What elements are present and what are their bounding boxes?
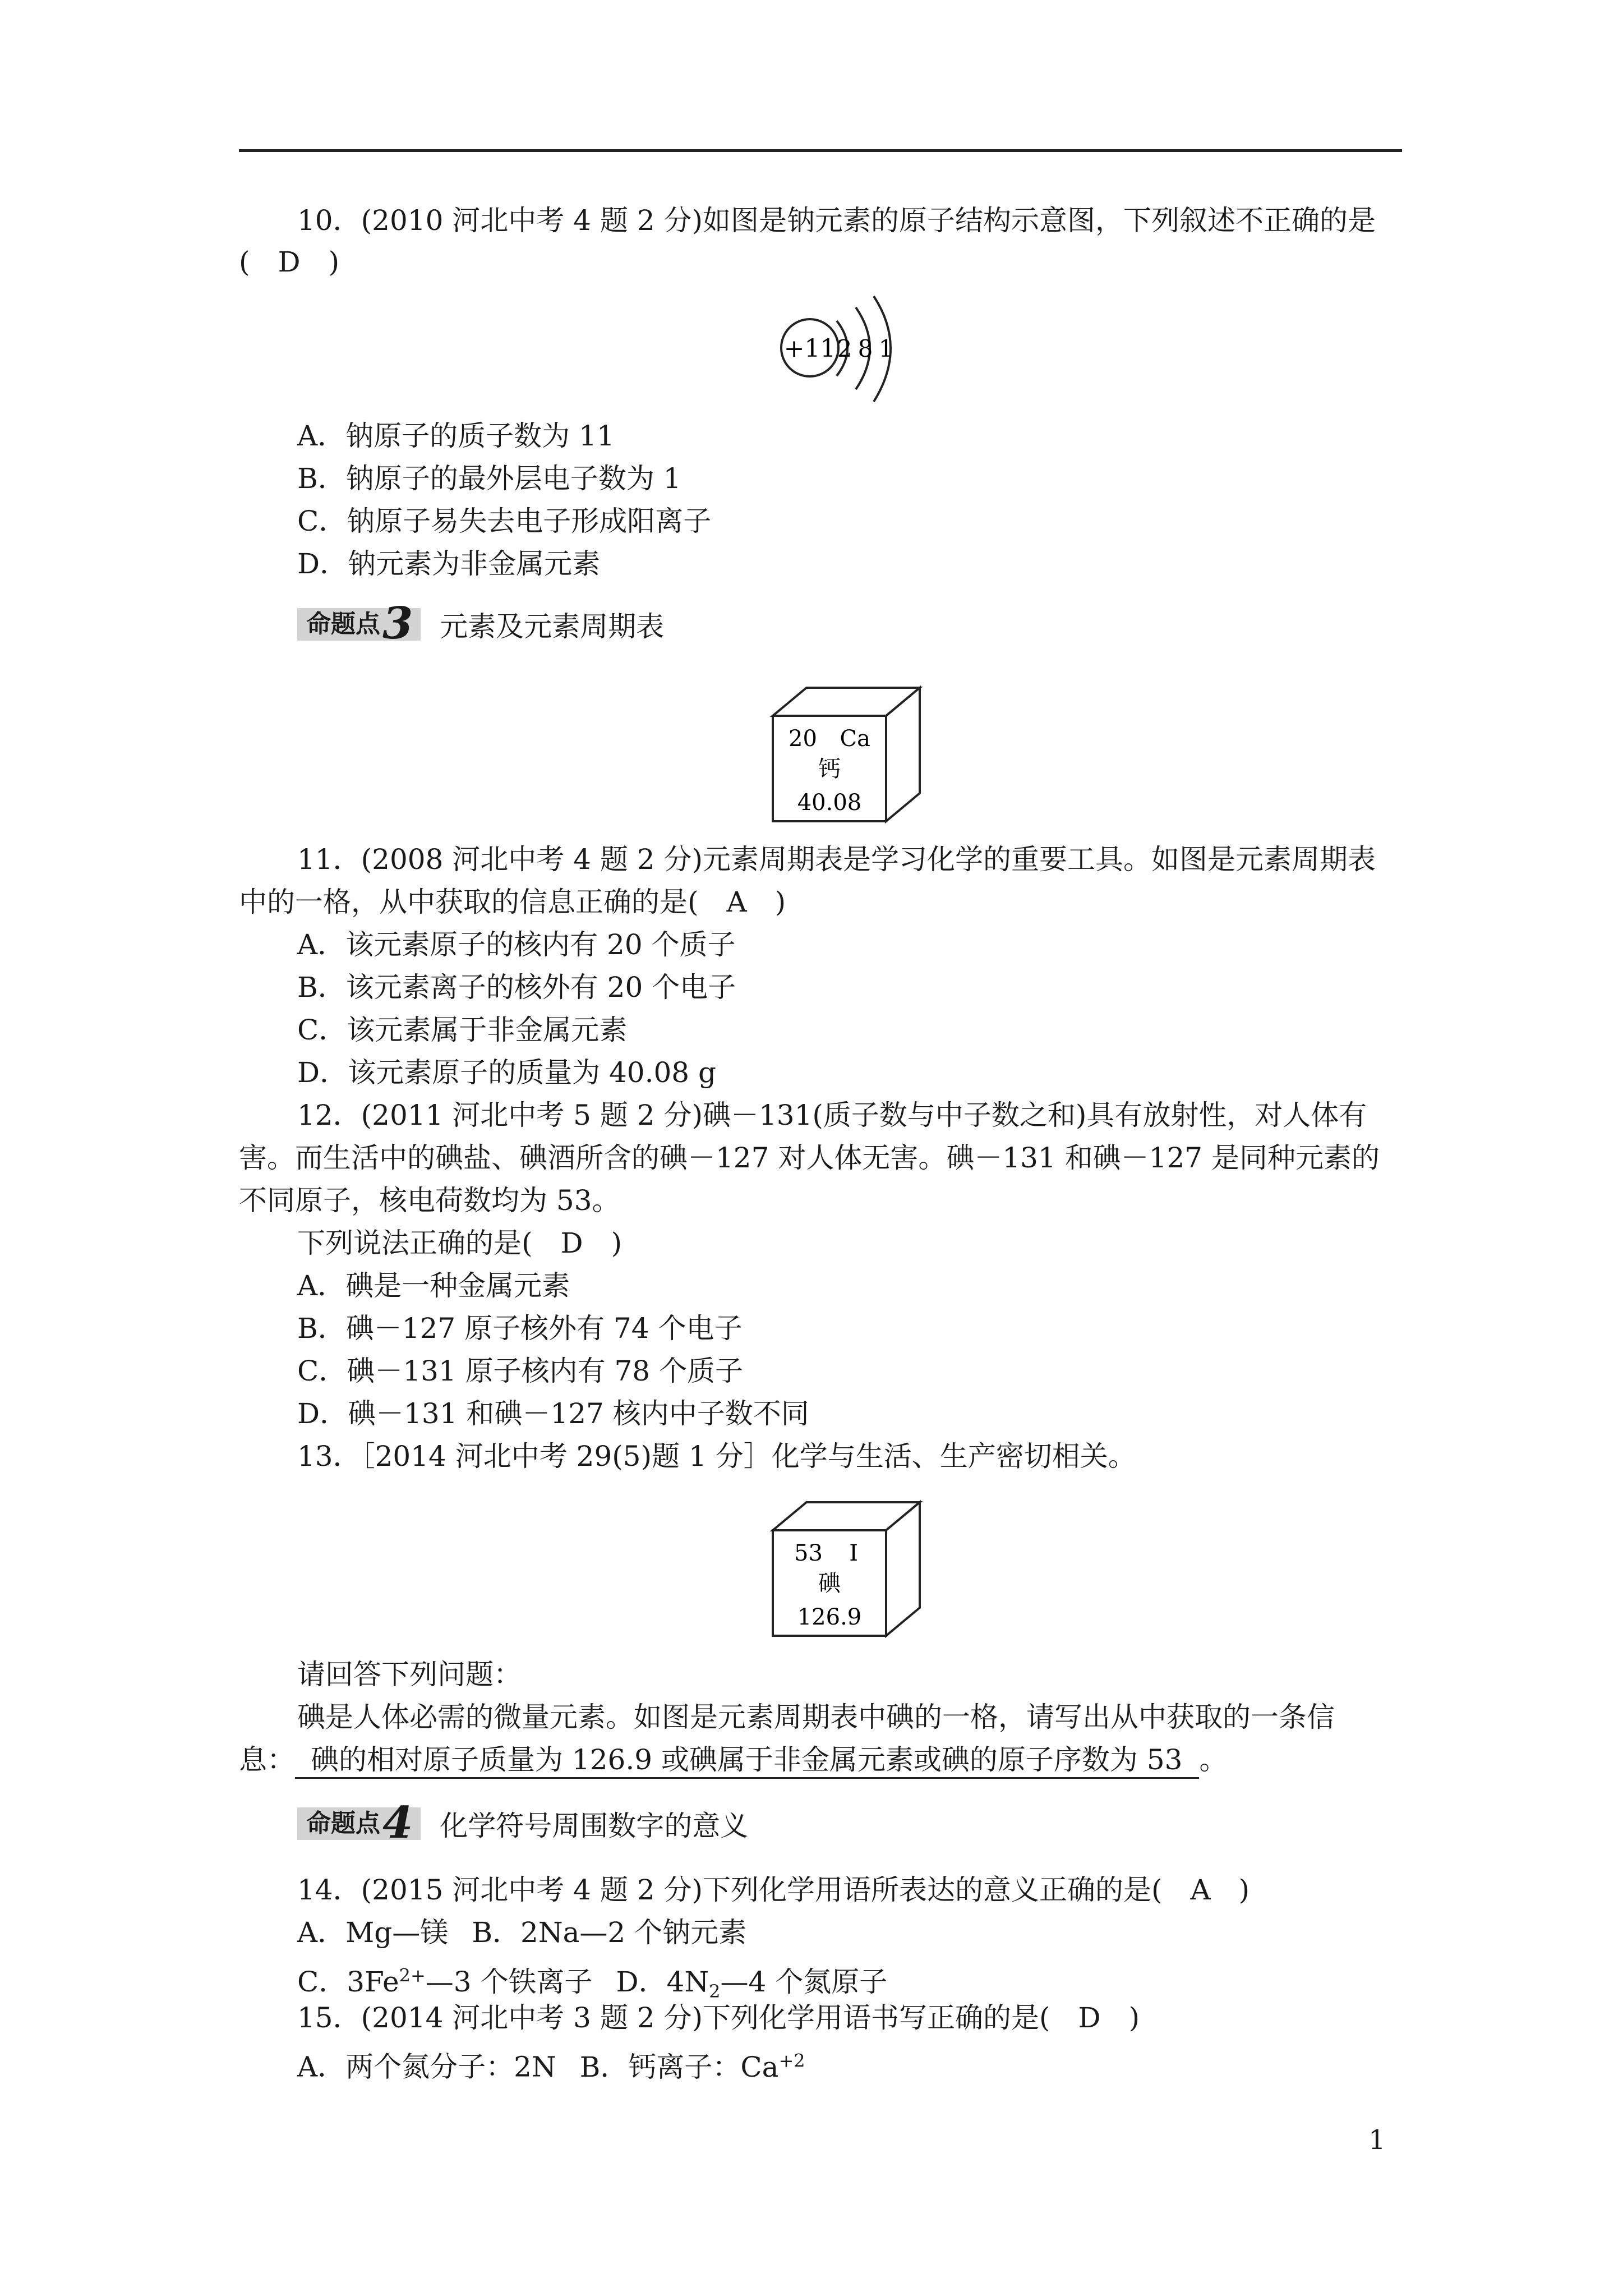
q14-option-a: A．Mg—镁 [297, 1916, 449, 1949]
section-4-title: 化学符号周围数字的意义 [440, 1810, 749, 1842]
q15-options-row-1 [297, 2041, 805, 2087]
q13-text-prefix: 息： [239, 1743, 295, 1776]
q12-stem-line-2: 害。而生活中的碘盐、碘酒所含的碘－127 对人体无害。碘－131 和碘－127 是同种元素的 [239, 1142, 1380, 1174]
section-3-number: 3 [382, 598, 413, 649]
q14-option-c: C．$3Fe^{2+}—3$ 个铁离子 [297, 1964, 593, 1998]
q10-answer: ( D ) [239, 246, 340, 278]
ca-atomic-number: 20 [789, 726, 817, 752]
calcium-element-cell [768, 683, 925, 830]
section-4-badge [297, 1797, 421, 1848]
q11-option-b: B．该元素离子的核外有 20 个电子 [297, 971, 736, 1004]
q11-stem-line-2: 中的一格，从中获取的信息正确的是( A ) [239, 886, 786, 918]
q13-text-line-1: 碘是人体必需的微量元素。如图是元素周期表中碘的一格，请写出从中获取的一条信 [297, 1701, 1335, 1733]
section-4-label: 命题点 [306, 1809, 380, 1838]
q13-answer-blank: 碘的相对原子质量为 126.9 或碘属于非金属元素或碘的原子序数为 53 [295, 1743, 1199, 1779]
q12-option-d: D．碘－131 和碘－127 核内中子数不同 [297, 1397, 809, 1430]
section-3-header [297, 598, 665, 649]
section-4-header [297, 1797, 749, 1848]
q13-text-suffix: 。 [1199, 1743, 1228, 1776]
shell-2-count: 8 [857, 335, 873, 362]
i-atomic-number: 53 [794, 1540, 823, 1566]
iodine-element-cell [768, 1498, 925, 1645]
ca-name: 钙 [818, 756, 841, 782]
q10-option-c: C．钠原子易失去电子形成阳离子 [297, 505, 712, 537]
q15-option-a: A．两个氮分子：2N [297, 2050, 556, 2083]
q14-option-b: B．2Na—2 个钠元素 [472, 1916, 747, 1949]
section-3-label: 命题点 [306, 610, 380, 638]
q13-text-line-2 [239, 1740, 1227, 1779]
ca-symbol: Ca [840, 726, 870, 752]
q12-stem-line-1: 12．(2011 河北中考 5 题 2 分)碘－131(质子数与中子数之和)具有放射性，对人体有 [297, 1099, 1367, 1131]
q10-option-a: A．钠原子的质子数为 11 [297, 420, 615, 452]
section-4-number: 4 [382, 1797, 413, 1848]
q12-stem-line-4: 下列说法正确的是( D ) [297, 1227, 623, 1259]
q10-stem: 10．(2010 河北中考 4 题 2 分)如图是钠元素的原子结构示意图，下列叙述不正确的是 [297, 204, 1376, 237]
shell-3-count: 1 [878, 335, 894, 362]
q13-prompt: 请回答下列问题： [297, 1658, 522, 1691]
i-atomic-mass: 126.9 [797, 1604, 862, 1630]
q12-option-c: C．碘－131 原子核内有 78 个质子 [297, 1355, 743, 1387]
page-number: 1 [1368, 2124, 1386, 2156]
q10-option-d: D．钠元素为非金属元素 [297, 547, 601, 580]
q11-option-d: D．该元素原子的质量为 40.08 g [297, 1056, 717, 1089]
q13-stem: 13．［2014 河北中考 29(5)题 1 分］化学与生活、生产密切相关。 [297, 1440, 1136, 1473]
q14-stem: 14．(2015 河北中考 4 题 2 分)下列化学用语所表达的意义正确的是( A ) [297, 1874, 1250, 1906]
q11-option-a: A．该元素原子的核内有 20 个质子 [297, 928, 736, 961]
q12-option-b: B．碘－127 原子核外有 74 个电子 [297, 1312, 743, 1345]
ca-atomic-mass: 40.08 [797, 790, 862, 816]
q11-option-c: C．该元素属于非金属元素 [297, 1014, 628, 1046]
i-name: 碘 [818, 1571, 841, 1596]
q14-options-row-1 [297, 1913, 746, 1952]
i-symbol: I [849, 1540, 858, 1566]
q10-option-b: B．钠原子的最外层电子数为 1 [297, 462, 681, 495]
nucleus-label: +11 [783, 334, 836, 363]
shell-1-count: 2 [837, 335, 852, 362]
section-3-badge [297, 598, 421, 649]
q11-stem-line-1: 11．(2008 河北中考 4 题 2 分)元素周期表是学习化学的重要工具。如图是元素周期表 [297, 843, 1376, 876]
q12-option-a: A．碘是一种金属元素 [297, 1269, 570, 1302]
q15-option-b: B．钙离子：$Ca^{+2}$ [579, 2050, 805, 2083]
q14-option-d: D．$4N_2—4$ 个氮原子 [616, 1965, 888, 2002]
q12-stem-line-3: 不同原子，核电荷数均为 53。 [239, 1184, 620, 1217]
header-rule [239, 149, 1402, 152]
q15-stem: 15．(2014 河北中考 3 题 2 分)下列化学用语书写正确的是( D ) [297, 2001, 1140, 2034]
sodium-atom-diagram [774, 292, 920, 409]
section-3-title: 元素及元素周期表 [440, 610, 665, 643]
